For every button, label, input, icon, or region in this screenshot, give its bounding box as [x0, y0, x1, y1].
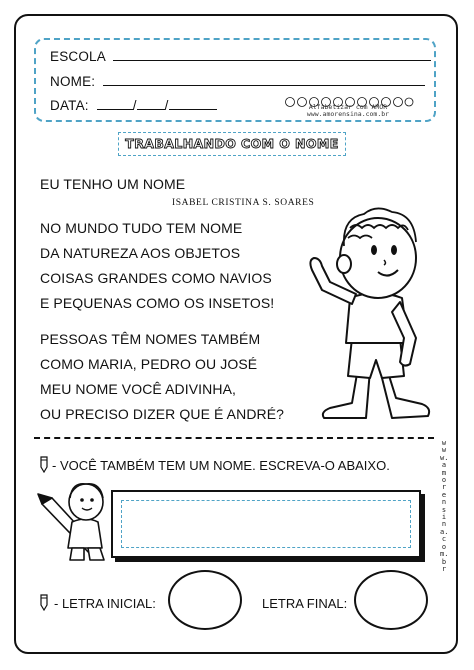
- boy-with-pencil-illustration: [36, 478, 122, 564]
- name-field[interactable]: [50, 73, 425, 89]
- date-year-line[interactable]: [169, 97, 217, 110]
- poem-line: MEU NOME VOCÊ ADIVINHA,: [40, 381, 236, 397]
- school-field[interactable]: [50, 48, 431, 64]
- section-divider: [34, 437, 434, 439]
- brand-site: www.amorensina.com.br: [306, 110, 390, 118]
- final-letter-oval[interactable]: [354, 570, 428, 630]
- brand-tagline: Alfabetizar com AMOR: [308, 103, 388, 111]
- final-letter-label: LETRA FINAL:: [262, 596, 348, 611]
- pencil-icon: [38, 593, 50, 611]
- date-separator: /: [132, 98, 137, 113]
- poem-line: E PEQUENAS COMO OS INSETOS!: [40, 295, 275, 311]
- date-month-line[interactable]: [137, 97, 165, 110]
- name-answer-box[interactable]: [111, 490, 421, 558]
- name-line[interactable]: [103, 73, 425, 86]
- poem-author: ISABEL CRISTINA S. SOARES: [172, 198, 315, 208]
- worksheet-title: TRABALHANDO COM O NOME: [125, 136, 339, 151]
- date-label: DATA:: [50, 98, 89, 113]
- date-day-line[interactable]: [97, 97, 133, 110]
- boy-illustration: [300, 198, 440, 430]
- date-separator: /: [164, 98, 169, 113]
- activity-instruction: - VOCÊ TAMBÉM TEM UM NOME. ESCREVA-O ABAIXO.: [52, 458, 390, 473]
- initial-letter-label: - LETRA INICIAL:: [54, 596, 156, 611]
- poem-line: PESSOAS TÊM NOMES TAMBÉM: [40, 331, 261, 347]
- poem-line: COMO MARIA, PEDRO OU JOSÉ: [40, 356, 258, 372]
- poem-line: COISAS GRANDES COMO NAVIOS: [40, 270, 272, 286]
- initial-letter-oval[interactable]: [168, 570, 242, 630]
- poem-line: DA NATUREZA AOS OBJETOS: [40, 245, 241, 261]
- side-site-url: www.amorensina.com.br: [440, 439, 449, 573]
- title-banner: [118, 132, 346, 156]
- poem-line: OU PRECISO DIZER QUE É ANDRÉ?: [40, 406, 285, 422]
- poem-title: EU TENHO UM NOME: [40, 176, 186, 192]
- school-line[interactable]: [113, 48, 431, 61]
- brand-text: [283, 104, 413, 118]
- name-label: NOME:: [50, 74, 96, 89]
- school-label: ESCOLA: [50, 49, 106, 64]
- poem-line: NO MUNDO TUDO TEM NOME: [40, 220, 243, 236]
- pencil-icon: [38, 455, 50, 473]
- date-field[interactable]: [50, 97, 217, 113]
- name-answer-inner[interactable]: [121, 500, 411, 548]
